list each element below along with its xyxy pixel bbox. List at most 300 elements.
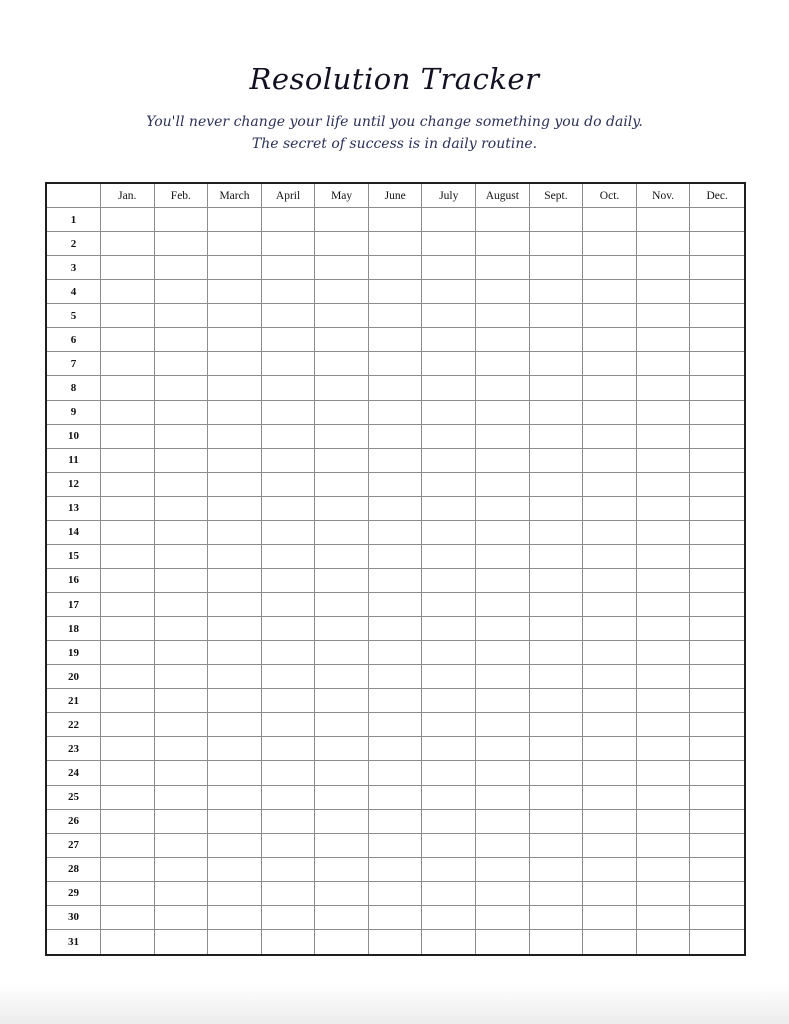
tracker-cell[interactable] (476, 352, 530, 376)
tracker-cell[interactable] (262, 882, 316, 906)
tracker-cell[interactable] (476, 641, 530, 665)
tracker-cell[interactable] (155, 882, 209, 906)
tracker-cell[interactable] (583, 425, 637, 449)
tracker-cell[interactable] (422, 569, 476, 593)
tracker-cell[interactable] (369, 401, 423, 425)
tracker-cell[interactable] (101, 256, 155, 280)
tracker-cell[interactable] (530, 713, 584, 737)
tracker-cell[interactable] (476, 521, 530, 545)
tracker-cell[interactable] (422, 737, 476, 761)
tracker-cell[interactable] (476, 737, 530, 761)
tracker-cell[interactable] (262, 376, 316, 400)
tracker-cell[interactable] (315, 280, 369, 304)
tracker-cell[interactable] (315, 882, 369, 906)
tracker-cell[interactable] (315, 737, 369, 761)
tracker-cell[interactable] (155, 280, 209, 304)
tracker-cell[interactable] (155, 786, 209, 810)
tracker-cell[interactable] (208, 497, 262, 521)
tracker-cell[interactable] (637, 232, 691, 256)
tracker-cell[interactable] (583, 401, 637, 425)
tracker-cell[interactable] (315, 232, 369, 256)
tracker-cell[interactable] (530, 425, 584, 449)
tracker-cell[interactable] (637, 521, 691, 545)
tracker-cell[interactable] (369, 713, 423, 737)
tracker-cell[interactable] (530, 930, 584, 954)
tracker-cell[interactable] (530, 304, 584, 328)
tracker-cell[interactable] (262, 665, 316, 689)
tracker-cell[interactable] (476, 449, 530, 473)
tracker-cell[interactable] (476, 304, 530, 328)
tracker-cell[interactable] (208, 208, 262, 232)
tracker-cell[interactable] (690, 737, 744, 761)
tracker-cell[interactable] (530, 737, 584, 761)
tracker-cell[interactable] (208, 545, 262, 569)
tracker-cell[interactable] (476, 834, 530, 858)
tracker-cell[interactable] (155, 328, 209, 352)
tracker-cell[interactable] (530, 280, 584, 304)
tracker-cell[interactable] (637, 497, 691, 521)
tracker-cell[interactable] (690, 545, 744, 569)
tracker-cell[interactable] (208, 810, 262, 834)
tracker-cell[interactable] (155, 858, 209, 882)
tracker-cell[interactable] (530, 401, 584, 425)
tracker-cell[interactable] (369, 617, 423, 641)
tracker-cell[interactable] (690, 304, 744, 328)
tracker-cell[interactable] (155, 761, 209, 785)
tracker-cell[interactable] (315, 497, 369, 521)
tracker-cell[interactable] (315, 641, 369, 665)
tracker-cell[interactable] (422, 376, 476, 400)
tracker-cell[interactable] (262, 232, 316, 256)
tracker-cell[interactable] (476, 280, 530, 304)
tracker-cell[interactable] (583, 497, 637, 521)
tracker-cell[interactable] (208, 569, 262, 593)
tracker-cell[interactable] (530, 810, 584, 834)
tracker-cell[interactable] (155, 641, 209, 665)
tracker-cell[interactable] (422, 208, 476, 232)
tracker-cell[interactable] (101, 906, 155, 930)
tracker-cell[interactable] (476, 256, 530, 280)
tracker-cell[interactable] (530, 761, 584, 785)
tracker-cell[interactable] (637, 882, 691, 906)
tracker-cell[interactable] (637, 376, 691, 400)
tracker-cell[interactable] (155, 569, 209, 593)
tracker-cell[interactable] (101, 713, 155, 737)
tracker-cell[interactable] (476, 713, 530, 737)
tracker-cell[interactable] (369, 810, 423, 834)
tracker-cell[interactable] (476, 208, 530, 232)
tracker-cell[interactable] (422, 521, 476, 545)
tracker-cell[interactable] (690, 449, 744, 473)
tracker-cell[interactable] (422, 617, 476, 641)
tracker-cell[interactable] (369, 208, 423, 232)
tracker-cell[interactable] (369, 449, 423, 473)
tracker-cell[interactable] (262, 593, 316, 617)
tracker-cell[interactable] (637, 834, 691, 858)
tracker-cell[interactable] (369, 304, 423, 328)
tracker-cell[interactable] (155, 593, 209, 617)
tracker-cell[interactable] (155, 521, 209, 545)
tracker-cell[interactable] (530, 834, 584, 858)
tracker-cell[interactable] (422, 882, 476, 906)
tracker-cell[interactable] (315, 473, 369, 497)
tracker-cell[interactable] (262, 569, 316, 593)
tracker-cell[interactable] (101, 858, 155, 882)
tracker-cell[interactable] (583, 737, 637, 761)
tracker-cell[interactable] (315, 858, 369, 882)
tracker-cell[interactable] (583, 208, 637, 232)
tracker-cell[interactable] (262, 930, 316, 954)
tracker-cell[interactable] (315, 593, 369, 617)
tracker-cell[interactable] (583, 569, 637, 593)
tracker-cell[interactable] (476, 786, 530, 810)
tracker-cell[interactable] (155, 376, 209, 400)
tracker-cell[interactable] (476, 473, 530, 497)
tracker-cell[interactable] (315, 665, 369, 689)
tracker-cell[interactable] (208, 473, 262, 497)
tracker-cell[interactable] (208, 834, 262, 858)
tracker-cell[interactable] (583, 521, 637, 545)
tracker-cell[interactable] (583, 882, 637, 906)
tracker-cell[interactable] (369, 569, 423, 593)
tracker-cell[interactable] (262, 497, 316, 521)
tracker-cell[interactable] (369, 930, 423, 954)
tracker-cell[interactable] (583, 858, 637, 882)
tracker-cell[interactable] (690, 786, 744, 810)
tracker-cell[interactable] (155, 401, 209, 425)
tracker-cell[interactable] (530, 376, 584, 400)
tracker-cell[interactable] (208, 593, 262, 617)
tracker-cell[interactable] (155, 232, 209, 256)
tracker-cell[interactable] (315, 569, 369, 593)
tracker-cell[interactable] (476, 545, 530, 569)
tracker-cell[interactable] (208, 376, 262, 400)
tracker-cell[interactable] (690, 930, 744, 954)
tracker-cell[interactable] (422, 280, 476, 304)
tracker-cell[interactable] (101, 449, 155, 473)
tracker-cell[interactable] (637, 425, 691, 449)
tracker-cell[interactable] (422, 232, 476, 256)
tracker-cell[interactable] (208, 786, 262, 810)
tracker-cell[interactable] (476, 232, 530, 256)
tracker-cell[interactable] (315, 834, 369, 858)
tracker-cell[interactable] (690, 232, 744, 256)
tracker-cell[interactable] (637, 617, 691, 641)
tracker-cell[interactable] (155, 665, 209, 689)
tracker-cell[interactable] (155, 256, 209, 280)
tracker-cell[interactable] (476, 617, 530, 641)
tracker-cell[interactable] (637, 810, 691, 834)
tracker-cell[interactable] (637, 641, 691, 665)
tracker-cell[interactable] (530, 208, 584, 232)
tracker-cell[interactable] (637, 713, 691, 737)
tracker-cell[interactable] (583, 906, 637, 930)
tracker-cell[interactable] (690, 352, 744, 376)
tracker-cell[interactable] (476, 810, 530, 834)
tracker-cell[interactable] (262, 545, 316, 569)
tracker-cell[interactable] (422, 906, 476, 930)
tracker-cell[interactable] (101, 376, 155, 400)
tracker-cell[interactable] (530, 449, 584, 473)
tracker-cell[interactable] (262, 304, 316, 328)
tracker-cell[interactable] (208, 617, 262, 641)
tracker-cell[interactable] (583, 617, 637, 641)
tracker-cell[interactable] (530, 232, 584, 256)
tracker-cell[interactable] (476, 376, 530, 400)
tracker-cell[interactable] (637, 689, 691, 713)
tracker-cell[interactable] (690, 593, 744, 617)
tracker-cell[interactable] (637, 930, 691, 954)
tracker-cell[interactable] (530, 521, 584, 545)
tracker-cell[interactable] (101, 569, 155, 593)
tracker-cell[interactable] (637, 737, 691, 761)
tracker-cell[interactable] (208, 425, 262, 449)
tracker-cell[interactable] (155, 352, 209, 376)
tracker-cell[interactable] (101, 689, 155, 713)
tracker-cell[interactable] (476, 425, 530, 449)
tracker-cell[interactable] (155, 906, 209, 930)
tracker-cell[interactable] (690, 761, 744, 785)
tracker-cell[interactable] (530, 665, 584, 689)
tracker-cell[interactable] (369, 786, 423, 810)
tracker-cell[interactable] (583, 328, 637, 352)
tracker-cell[interactable] (208, 689, 262, 713)
tracker-cell[interactable] (530, 497, 584, 521)
tracker-cell[interactable] (369, 280, 423, 304)
tracker-cell[interactable] (315, 930, 369, 954)
tracker-cell[interactable] (155, 713, 209, 737)
tracker-cell[interactable] (101, 425, 155, 449)
tracker-cell[interactable] (637, 761, 691, 785)
tracker-cell[interactable] (369, 376, 423, 400)
tracker-cell[interactable] (155, 473, 209, 497)
tracker-cell[interactable] (101, 497, 155, 521)
tracker-cell[interactable] (476, 569, 530, 593)
tracker-cell[interactable] (262, 641, 316, 665)
tracker-cell[interactable] (208, 521, 262, 545)
tracker-cell[interactable] (369, 593, 423, 617)
tracker-cell[interactable] (208, 449, 262, 473)
tracker-cell[interactable] (208, 401, 262, 425)
tracker-cell[interactable] (637, 256, 691, 280)
tracker-cell[interactable] (583, 280, 637, 304)
tracker-cell[interactable] (530, 858, 584, 882)
tracker-cell[interactable] (637, 906, 691, 930)
tracker-cell[interactable] (637, 569, 691, 593)
tracker-cell[interactable] (637, 401, 691, 425)
tracker-cell[interactable] (583, 761, 637, 785)
tracker-cell[interactable] (530, 906, 584, 930)
tracker-cell[interactable] (422, 593, 476, 617)
tracker-cell[interactable] (422, 473, 476, 497)
tracker-cell[interactable] (476, 906, 530, 930)
tracker-cell[interactable] (690, 689, 744, 713)
tracker-cell[interactable] (101, 401, 155, 425)
tracker-cell[interactable] (583, 449, 637, 473)
tracker-cell[interactable] (101, 304, 155, 328)
tracker-cell[interactable] (208, 858, 262, 882)
tracker-cell[interactable] (369, 834, 423, 858)
tracker-cell[interactable] (530, 689, 584, 713)
tracker-cell[interactable] (101, 834, 155, 858)
tracker-cell[interactable] (208, 232, 262, 256)
tracker-cell[interactable] (262, 401, 316, 425)
tracker-cell[interactable] (208, 641, 262, 665)
tracker-cell[interactable] (690, 858, 744, 882)
tracker-cell[interactable] (690, 617, 744, 641)
tracker-cell[interactable] (101, 352, 155, 376)
tracker-cell[interactable] (369, 232, 423, 256)
tracker-cell[interactable] (422, 256, 476, 280)
tracker-cell[interactable] (155, 304, 209, 328)
tracker-cell[interactable] (476, 930, 530, 954)
tracker-cell[interactable] (369, 497, 423, 521)
tracker-cell[interactable] (637, 545, 691, 569)
tracker-cell[interactable] (262, 737, 316, 761)
tracker-cell[interactable] (530, 328, 584, 352)
tracker-cell[interactable] (315, 617, 369, 641)
tracker-cell[interactable] (530, 617, 584, 641)
tracker-cell[interactable] (637, 280, 691, 304)
tracker-cell[interactable] (583, 713, 637, 737)
tracker-cell[interactable] (101, 786, 155, 810)
tracker-cell[interactable] (583, 352, 637, 376)
tracker-cell[interactable] (690, 328, 744, 352)
tracker-cell[interactable] (262, 617, 316, 641)
tracker-cell[interactable] (530, 569, 584, 593)
tracker-cell[interactable] (101, 232, 155, 256)
tracker-cell[interactable] (369, 761, 423, 785)
tracker-cell[interactable] (262, 810, 316, 834)
tracker-cell[interactable] (262, 521, 316, 545)
tracker-cell[interactable] (422, 352, 476, 376)
tracker-cell[interactable] (369, 737, 423, 761)
tracker-cell[interactable] (690, 521, 744, 545)
tracker-cell[interactable] (369, 906, 423, 930)
tracker-cell[interactable] (369, 882, 423, 906)
tracker-cell[interactable] (315, 352, 369, 376)
tracker-cell[interactable] (690, 280, 744, 304)
tracker-cell[interactable] (369, 689, 423, 713)
tracker-cell[interactable] (262, 280, 316, 304)
tracker-cell[interactable] (155, 208, 209, 232)
tracker-cell[interactable] (369, 545, 423, 569)
tracker-cell[interactable] (530, 545, 584, 569)
tracker-cell[interactable] (262, 906, 316, 930)
tracker-cell[interactable] (637, 786, 691, 810)
tracker-cell[interactable] (690, 641, 744, 665)
tracker-cell[interactable] (422, 713, 476, 737)
tracker-cell[interactable] (208, 256, 262, 280)
tracker-cell[interactable] (101, 617, 155, 641)
tracker-cell[interactable] (690, 376, 744, 400)
tracker-cell[interactable] (155, 930, 209, 954)
tracker-cell[interactable] (637, 304, 691, 328)
tracker-cell[interactable] (369, 256, 423, 280)
tracker-cell[interactable] (155, 810, 209, 834)
tracker-cell[interactable] (155, 449, 209, 473)
tracker-cell[interactable] (583, 810, 637, 834)
tracker-cell[interactable] (262, 713, 316, 737)
tracker-cell[interactable] (101, 737, 155, 761)
tracker-cell[interactable] (637, 449, 691, 473)
tracker-cell[interactable] (690, 256, 744, 280)
tracker-cell[interactable] (583, 593, 637, 617)
tracker-cell[interactable] (315, 256, 369, 280)
tracker-cell[interactable] (690, 882, 744, 906)
tracker-cell[interactable] (637, 328, 691, 352)
tracker-cell[interactable] (690, 401, 744, 425)
tracker-cell[interactable] (155, 834, 209, 858)
tracker-cell[interactable] (101, 473, 155, 497)
tracker-cell[interactable] (208, 930, 262, 954)
tracker-cell[interactable] (101, 761, 155, 785)
tracker-cell[interactable] (530, 256, 584, 280)
tracker-cell[interactable] (155, 425, 209, 449)
tracker-cell[interactable] (208, 882, 262, 906)
tracker-cell[interactable] (637, 473, 691, 497)
tracker-cell[interactable] (315, 376, 369, 400)
tracker-cell[interactable] (690, 906, 744, 930)
tracker-cell[interactable] (422, 641, 476, 665)
tracker-cell[interactable] (637, 858, 691, 882)
tracker-cell[interactable] (583, 786, 637, 810)
tracker-cell[interactable] (262, 449, 316, 473)
tracker-cell[interactable] (315, 521, 369, 545)
tracker-cell[interactable] (101, 593, 155, 617)
tracker-cell[interactable] (208, 280, 262, 304)
tracker-cell[interactable] (315, 545, 369, 569)
tracker-cell[interactable] (262, 328, 316, 352)
tracker-cell[interactable] (690, 665, 744, 689)
tracker-cell[interactable] (637, 665, 691, 689)
tracker-cell[interactable] (369, 521, 423, 545)
tracker-cell[interactable] (422, 786, 476, 810)
tracker-cell[interactable] (690, 497, 744, 521)
tracker-cell[interactable] (690, 810, 744, 834)
tracker-cell[interactable] (155, 617, 209, 641)
tracker-cell[interactable] (315, 906, 369, 930)
tracker-cell[interactable] (208, 761, 262, 785)
tracker-cell[interactable] (101, 208, 155, 232)
tracker-cell[interactable] (583, 256, 637, 280)
tracker-cell[interactable] (155, 737, 209, 761)
tracker-cell[interactable] (208, 906, 262, 930)
tracker-cell[interactable] (422, 689, 476, 713)
tracker-cell[interactable] (530, 593, 584, 617)
tracker-cell[interactable] (583, 545, 637, 569)
tracker-cell[interactable] (637, 593, 691, 617)
tracker-cell[interactable] (422, 497, 476, 521)
tracker-cell[interactable] (583, 930, 637, 954)
tracker-cell[interactable] (583, 304, 637, 328)
tracker-cell[interactable] (530, 786, 584, 810)
tracker-cell[interactable] (690, 834, 744, 858)
tracker-cell[interactable] (101, 665, 155, 689)
tracker-cell[interactable] (315, 689, 369, 713)
tracker-cell[interactable] (422, 810, 476, 834)
tracker-cell[interactable] (422, 401, 476, 425)
tracker-cell[interactable] (422, 858, 476, 882)
tracker-cell[interactable] (422, 665, 476, 689)
tracker-cell[interactable] (583, 641, 637, 665)
tracker-cell[interactable] (262, 208, 316, 232)
tracker-cell[interactable] (583, 376, 637, 400)
tracker-cell[interactable] (315, 761, 369, 785)
tracker-cell[interactable] (315, 304, 369, 328)
tracker-cell[interactable] (690, 473, 744, 497)
tracker-cell[interactable] (208, 737, 262, 761)
